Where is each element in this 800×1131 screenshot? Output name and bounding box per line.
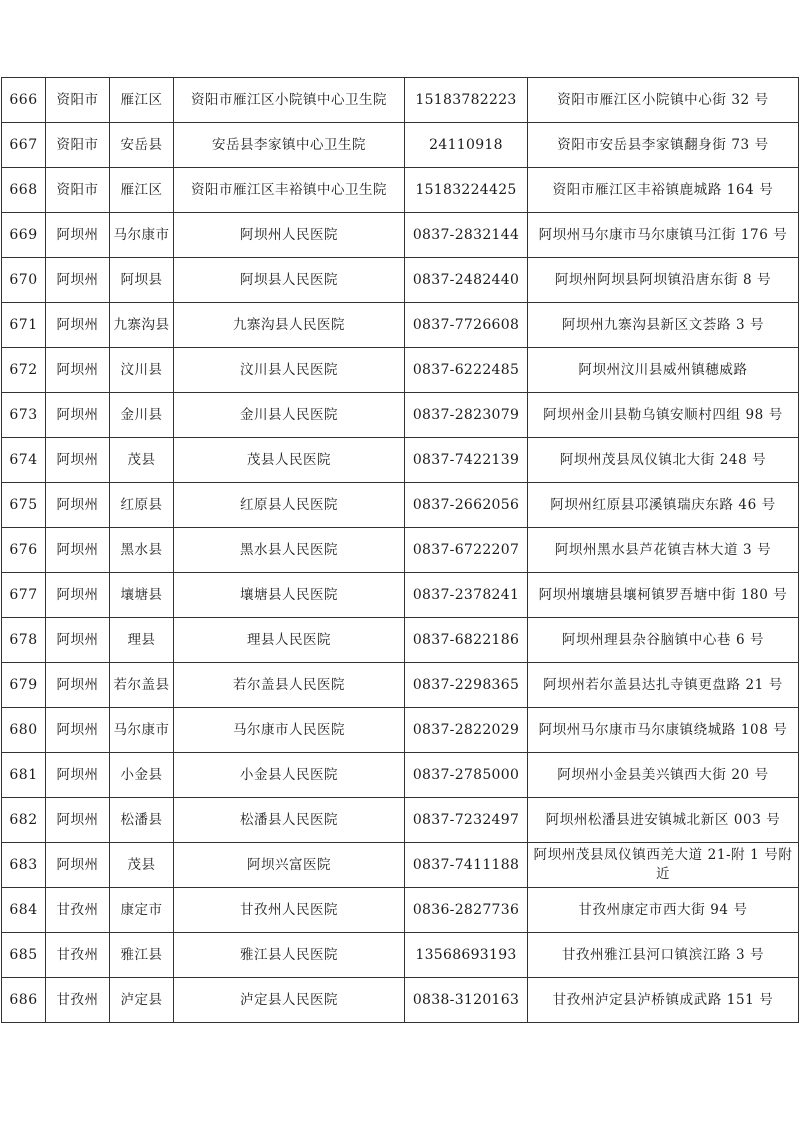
phone-cell: 0837-2823079 bbox=[405, 393, 528, 438]
phone-cell: 0837-6222485 bbox=[405, 348, 528, 393]
city-cell: 阿坝州 bbox=[46, 348, 110, 393]
hospital-name-cell: 资阳市雁江区小院镇中心卫生院 bbox=[174, 78, 405, 123]
city-cell: 阿坝州 bbox=[46, 483, 110, 528]
address-cell: 甘孜州雅江县河口镇滨江路 3 号 bbox=[528, 933, 799, 978]
hospital-name-cell: 九寨沟县人民医院 bbox=[174, 303, 405, 348]
hospital-name-cell: 安岳县李家镇中心卫生院 bbox=[174, 123, 405, 168]
row-number: 672 bbox=[2, 348, 46, 393]
table-row bbox=[2, 888, 799, 933]
phone-cell: 0837-2662056 bbox=[405, 483, 528, 528]
address-cell: 阿坝州小金县美兴镇西大街 20 号 bbox=[528, 753, 799, 798]
county-cell: 红原县 bbox=[110, 483, 174, 528]
address-cell: 阿坝州马尔康市马尔康镇马江街 176 号 bbox=[528, 213, 799, 258]
city-cell: 阿坝州 bbox=[46, 303, 110, 348]
hospital-name-cell: 阿坝州人民医院 bbox=[174, 213, 405, 258]
phone-cell: 0837-2785000 bbox=[405, 753, 528, 798]
row-number: 674 bbox=[2, 438, 46, 483]
address-cell: 甘孜州康定市西大街 94 号 bbox=[528, 888, 799, 933]
city-cell: 阿坝州 bbox=[46, 258, 110, 303]
hospital-name-cell: 甘孜州人民医院 bbox=[174, 888, 405, 933]
phone-cell: 13568693193 bbox=[405, 933, 528, 978]
address-cell: 阿坝州理县杂谷脑镇中心巷 6 号 bbox=[528, 618, 799, 663]
county-cell: 汶川县 bbox=[110, 348, 174, 393]
hospital-table bbox=[1, 77, 799, 1023]
city-cell: 甘孜州 bbox=[46, 888, 110, 933]
address-cell: 阿坝州汶川县威州镇穗威路 bbox=[528, 348, 799, 393]
table-row bbox=[2, 663, 799, 708]
row-number: 671 bbox=[2, 303, 46, 348]
address-cell: 阿坝州若尔盖县达扎寺镇更盘路 21 号 bbox=[528, 663, 799, 708]
county-cell: 若尔盖县 bbox=[110, 663, 174, 708]
phone-cell: 0837-7726608 bbox=[405, 303, 528, 348]
hospital-name-cell: 阿坝县人民医院 bbox=[174, 258, 405, 303]
row-number: 681 bbox=[2, 753, 46, 798]
phone-cell: 0837-6722207 bbox=[405, 528, 528, 573]
table-row bbox=[2, 438, 799, 483]
hospital-name-cell: 雅江县人民医院 bbox=[174, 933, 405, 978]
table-row bbox=[2, 978, 799, 1023]
row-number: 668 bbox=[2, 168, 46, 213]
city-cell: 甘孜州 bbox=[46, 933, 110, 978]
city-cell: 阿坝州 bbox=[46, 573, 110, 618]
table-row bbox=[2, 753, 799, 798]
table-row bbox=[2, 483, 799, 528]
row-number: 682 bbox=[2, 798, 46, 843]
address-cell: 阿坝州茂县凤仪镇北大街 248 号 bbox=[528, 438, 799, 483]
phone-cell: 15183224425 bbox=[405, 168, 528, 213]
county-cell: 理县 bbox=[110, 618, 174, 663]
hospital-name-cell: 壤塘县人民医院 bbox=[174, 573, 405, 618]
table-row bbox=[2, 708, 799, 753]
city-cell: 资阳市 bbox=[46, 123, 110, 168]
phone-cell: 0837-6822186 bbox=[405, 618, 528, 663]
address-cell: 阿坝州茂县凤仪镇西羌大道 21-附 1 号附近 bbox=[528, 843, 799, 888]
address-cell: 阿坝州壤塘县壤柯镇罗吾塘中街 180 号 bbox=[528, 573, 799, 618]
hospital-name-cell: 马尔康市人民医院 bbox=[174, 708, 405, 753]
row-number: 678 bbox=[2, 618, 46, 663]
hospital-name-cell: 小金县人民医院 bbox=[174, 753, 405, 798]
table-row bbox=[2, 573, 799, 618]
city-cell: 资阳市 bbox=[46, 168, 110, 213]
hospital-name-cell: 若尔盖县人民医院 bbox=[174, 663, 405, 708]
city-cell: 阿坝州 bbox=[46, 753, 110, 798]
address-cell: 阿坝州阿坝县阿坝镇沿唐东街 8 号 bbox=[528, 258, 799, 303]
city-cell: 阿坝州 bbox=[46, 843, 110, 888]
phone-cell: 0837-2832144 bbox=[405, 213, 528, 258]
address-cell: 阿坝州马尔康市马尔康镇绕城路 108 号 bbox=[528, 708, 799, 753]
table-row bbox=[2, 348, 799, 393]
table-row bbox=[2, 528, 799, 573]
hospital-name-cell: 红原县人民医院 bbox=[174, 483, 405, 528]
hospital-name-cell: 黑水县人民医院 bbox=[174, 528, 405, 573]
address-cell: 阿坝州红原县邛溪镇瑞庆东路 46 号 bbox=[528, 483, 799, 528]
city-cell: 阿坝州 bbox=[46, 798, 110, 843]
county-cell: 金川县 bbox=[110, 393, 174, 438]
table-row bbox=[2, 618, 799, 663]
city-cell: 阿坝州 bbox=[46, 213, 110, 258]
row-number: 670 bbox=[2, 258, 46, 303]
row-number: 666 bbox=[2, 78, 46, 123]
row-number: 667 bbox=[2, 123, 46, 168]
table-row bbox=[2, 168, 799, 213]
city-cell: 资阳市 bbox=[46, 78, 110, 123]
address-cell: 资阳市雁江区丰裕镇鹿城路 164 号 bbox=[528, 168, 799, 213]
phone-cell: 0837-7411188 bbox=[405, 843, 528, 888]
phone-cell: 0836-2827736 bbox=[405, 888, 528, 933]
city-cell: 甘孜州 bbox=[46, 978, 110, 1023]
phone-cell: 24110918 bbox=[405, 123, 528, 168]
county-cell: 茂县 bbox=[110, 843, 174, 888]
hospital-name-cell: 资阳市雁江区丰裕镇中心卫生院 bbox=[174, 168, 405, 213]
row-number: 684 bbox=[2, 888, 46, 933]
phone-cell: 0837-2482440 bbox=[405, 258, 528, 303]
phone-cell: 15183782223 bbox=[405, 78, 528, 123]
address-cell: 阿坝州金川县勒乌镇安顺村四组 98 号 bbox=[528, 393, 799, 438]
row-number: 677 bbox=[2, 573, 46, 618]
row-number: 669 bbox=[2, 213, 46, 258]
row-number: 676 bbox=[2, 528, 46, 573]
county-cell: 茂县 bbox=[110, 438, 174, 483]
city-cell: 阿坝州 bbox=[46, 618, 110, 663]
county-cell: 雁江区 bbox=[110, 168, 174, 213]
hospital-name-cell: 泸定县人民医院 bbox=[174, 978, 405, 1023]
county-cell: 安岳县 bbox=[110, 123, 174, 168]
address-cell: 资阳市雁江区小院镇中心街 32 号 bbox=[528, 78, 799, 123]
row-number: 675 bbox=[2, 483, 46, 528]
address-cell: 资阳市安岳县李家镇翻身街 73 号 bbox=[528, 123, 799, 168]
phone-cell: 0837-7232497 bbox=[405, 798, 528, 843]
row-number: 685 bbox=[2, 933, 46, 978]
row-number: 680 bbox=[2, 708, 46, 753]
row-number: 673 bbox=[2, 393, 46, 438]
table-row bbox=[2, 78, 799, 123]
table-row bbox=[2, 393, 799, 438]
table-row bbox=[2, 933, 799, 978]
city-cell: 阿坝州 bbox=[46, 663, 110, 708]
hospital-name-cell: 松潘县人民医院 bbox=[174, 798, 405, 843]
row-number: 686 bbox=[2, 978, 46, 1023]
phone-cell: 0837-2822029 bbox=[405, 708, 528, 753]
table-row bbox=[2, 123, 799, 168]
table-row bbox=[2, 258, 799, 303]
table-row bbox=[2, 213, 799, 258]
hospital-name-cell: 金川县人民医院 bbox=[174, 393, 405, 438]
county-cell: 马尔康市 bbox=[110, 708, 174, 753]
county-cell: 九寨沟县 bbox=[110, 303, 174, 348]
city-cell: 阿坝州 bbox=[46, 528, 110, 573]
city-cell: 阿坝州 bbox=[46, 708, 110, 753]
table-row bbox=[2, 303, 799, 348]
hospital-name-cell: 汶川县人民医院 bbox=[174, 348, 405, 393]
county-cell: 马尔康市 bbox=[110, 213, 174, 258]
table-row bbox=[2, 798, 799, 843]
county-cell: 松潘县 bbox=[110, 798, 174, 843]
hospital-name-cell: 阿坝兴富医院 bbox=[174, 843, 405, 888]
phone-cell: 0837-2378241 bbox=[405, 573, 528, 618]
hospital-name-cell: 理县人民医院 bbox=[174, 618, 405, 663]
address-cell: 阿坝州九寨沟县新区文荟路 3 号 bbox=[528, 303, 799, 348]
hospital-name-cell: 茂县人民医院 bbox=[174, 438, 405, 483]
address-cell: 阿坝州黑水县芦花镇吉林大道 3 号 bbox=[528, 528, 799, 573]
address-cell: 阿坝州松潘县进安镇城北新区 003 号 bbox=[528, 798, 799, 843]
county-cell: 雅江县 bbox=[110, 933, 174, 978]
county-cell: 小金县 bbox=[110, 753, 174, 798]
city-cell: 阿坝州 bbox=[46, 393, 110, 438]
row-number: 683 bbox=[2, 843, 46, 888]
table-row bbox=[2, 843, 799, 888]
county-cell: 康定市 bbox=[110, 888, 174, 933]
county-cell: 黑水县 bbox=[110, 528, 174, 573]
county-cell: 雁江区 bbox=[110, 78, 174, 123]
county-cell: 泸定县 bbox=[110, 978, 174, 1023]
address-cell: 甘孜州泸定县泸桥镇成武路 151 号 bbox=[528, 978, 799, 1023]
city-cell: 阿坝州 bbox=[46, 438, 110, 483]
county-cell: 阿坝县 bbox=[110, 258, 174, 303]
phone-cell: 0837-2298365 bbox=[405, 663, 528, 708]
hospital-table-body bbox=[2, 78, 799, 1023]
row-number: 679 bbox=[2, 663, 46, 708]
phone-cell: 0838-3120163 bbox=[405, 978, 528, 1023]
phone-cell: 0837-7422139 bbox=[405, 438, 528, 483]
county-cell: 壤塘县 bbox=[110, 573, 174, 618]
